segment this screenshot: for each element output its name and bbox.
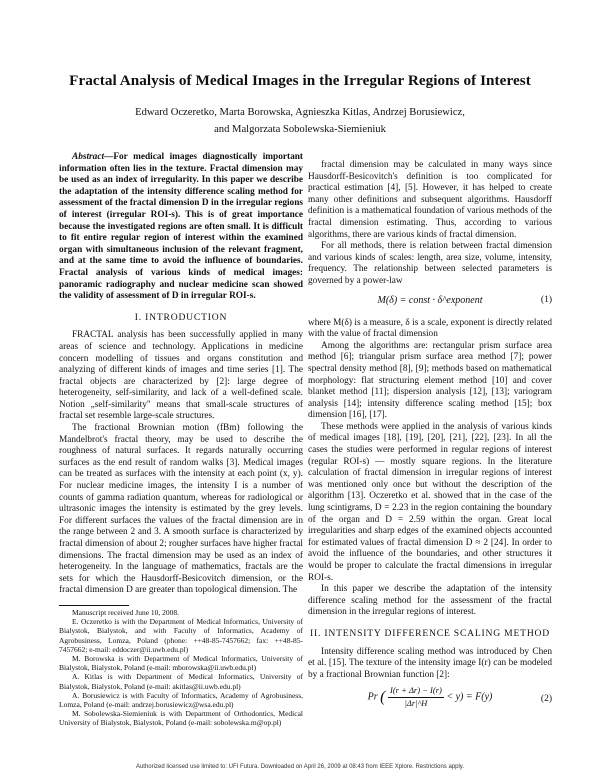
abstract-text: —For medical images diagnostically important information often lies in the texture. Fractal dimension may be used as an index of irregularity. In this paper we describe the adaptation of the intensity difference scaling method for assessment of the fractal dimension D in the irregular regions of interest (irregular ROI-s). This is of great importance because the investigated regions are often small. It is difficult to fit entire regular region of interest within the examined organ with simultaneous inclusion of the relevant fragment, and at the same time to avoid the influence of boundaries. Fractal analysis of various kinds of medical images: panoramic radiography and nuclear medicine scan showed the validity of assessment of D in irregular ROI-s.	[59, 152, 303, 302]
left-column	[59, 152, 303, 728]
paper-title: Fractal Analysis of Medical Images in the Irregular Regions of Interest	[69, 72, 531, 89]
body-paragraph-algorithms: Among the algorithms are: rectangular prism surface area method [6]; triangular prism surface area method [7]; power spectral density method [8], [9]; methods based on mathematical morphology: flat structuring element method [10] and cover blanket method [11]; dispersion analysis [12], [13]; variogram analysis [14]; intensity difference scaling method [15]; box dimension [16], [17].	[308, 340, 552, 421]
equation-2-body: Pr ( $\frac{I(r + \Delta r) - I(r)}{|\Delta r|\^{}H}$ < y) = F(y)	[367, 685, 493, 708]
author-list	[0, 104, 600, 138]
equation-2-suffix: < y) = F(y)	[446, 691, 493, 703]
equation-2	[308, 683, 552, 719]
body-paragraph-applications: These methods were applied in the analysis of various kinds of medical images [18], [19], [20], [21], [22], [23]. In all the cases the studies were performed in regular regions of interest (regular ROI-s) — mostly square regions. In the literature calculation of fractal dimension in irregular regions of interest was mentioned only once but without the description of the algorithm [13]. Oczeretko et al. showed that in the case of the lung scintigrams, D = 2.23 in the region containing the boundary of the organ and D = 2.59 within the organ. Great local irregularities and sharp edges of the examined objects accounted for estimated values of fractal dimension D ≈ 2 [24]. In order to avoid the influence of the boundaries, and other structures it would be proper to calculate the fractal dimensions in irregular ROI-s.	[308, 421, 552, 583]
body-paragraph-fractal-dimension: fractal dimension may be calculated in many ways since Hausdorff-Besicovitch's definition is too complicated for practical estimation [4], [5]. However, it has helped to create many other definitions and subsequent algorithms. Hausdorff definition is a mathematical foundation of various methods of the fractal dimension estimating. Thus, according to various algorithms, there are various kinds of fractal dimension.	[308, 160, 552, 240]
body-paragraph-this-paper: In this paper we describe the adaptation of the intensity difference scaling method for the assessment of the fractal dimension in the irregular regions of interest.	[308, 584, 552, 618]
authors-line-1: Edward Oczeretko, Marta Borowska, Agnieszka Kitlas, Andrzej Borusiewicz,	[135, 107, 465, 118]
equation-2-fraction	[388, 685, 444, 709]
footnote-kitlas: A. Kitlas is with Department of Medical Informatics, University of Bialystok, Bialystok, Poland (e-mail: akitlas@ii.uwb.edu.pl)	[59, 672, 303, 691]
equation-2-prefix: Pr	[367, 691, 378, 703]
abstract-lead: Abstract	[72, 152, 105, 162]
section-heading-introduction: I. INTRODUCTION	[134, 311, 228, 323]
equation-2-numerator: I(r + Δr) − I(r)	[388, 685, 444, 698]
equation-1-body: M(δ) = const · δ^exponent	[377, 294, 483, 306]
footnote-oczeretko: E. Oczeretko is with the Department of Medical Informatics, University of Bialystok, Bialystok, and with Faculty of Informatics, Academy of Agrobusiness, Lomza, Poland (phone: ++48-85-7457662; fax: ++48-85-7457662; e-mail: eddoczer@ii.uwb.edu.pl)	[59, 617, 303, 654]
right-column	[308, 160, 552, 723]
section-heading-intensity-difference: II. INTENSITY DIFFERENCE SCALING METHOD	[309, 627, 551, 639]
body-paragraph-power-law: For all methods, there is relation between fractal dimension and various kinds of scales: length, area size, volume, intensity, frequency. The relationship between selected parameters is governed by a power-law	[308, 241, 552, 286]
body-paragraph-measure: where M(δ) is a measure, δ is a scale, exponent is directly related with the value of fractal dimension	[308, 317, 552, 340]
footnote-received: Manuscript received June 10, 2008.	[72, 607, 180, 617]
footnote-sobolewska: M. Sobolewska-Siemieniuk is with Department of Orthodontics, Medical University of Bialystok, Bialystok, Poland (e-mail: sobolewska.m@op.pl)	[59, 709, 303, 728]
intro-paragraph-2: The fractional Brownian motion (fBm) following the Mandelbrot's fractal theory, may be used to describe the roughness of natural surfaces. It regards naturally occurring surfaces as the end result of random walks [3]. Medical images can be treated as surfaces with the intensity at each point (x, y). For nuclear medicine images, the intensity I is a number of counts of gamma radiation quantum, whereas for radiological or ultrasonic images the intensity is estimated by the grey levels. For different surfaces the values of the fractal dimension are in the range between 2 and 3. A smooth surface is characterized by fractal dimension of about 2; rougher surfaces have higher fractal dimensions. The fractal dimension may be used as an index of heterogeneity. In the language of mathematics, fractals are the sets for which the Hausdorff-Besicovitch dimension, or the fractal dimension D are greater than topological dimension. The	[59, 423, 303, 596]
ieee-license-footer: Authorized licensed use limited to: UFI Futura. Downloaded on April 26, 2009 at 08:43 from IEEE Xplore. Restrictions apply.	[135, 764, 465, 770]
footnote-borowska: M. Borowska is with Department of Medical Informatics, University of Bialystok, Bialystok, Poland (e-mail: mborowska@ii.uwb.edu.pl)	[59, 653, 303, 673]
equation-2-number: (2)	[540, 694, 552, 705]
equation-1-number: (1)	[540, 294, 552, 305]
authors-line-2: and Malgorzata Sobolewska-Siemieniuk	[214, 124, 386, 135]
equation-2-denominator: |Δr|^H	[404, 697, 428, 708]
footnote-borusiewicz: A. Borusiewicz is with Faculty of Informatics, Academy of Agrobusiness, Lomza, Poland (e-mail: andrzej.borusiewicz@wsa.edu.pl)	[59, 690, 303, 709]
body-paragraph-chen: Intensity difference scaling method was introduced by Chen et al. [15]. The texture of the intensity image I(r) can be modeled by a fractional Brownian function [2]:	[308, 646, 552, 680]
footnote-rule	[59, 605, 129, 606]
intro-paragraph-1: FRACTAL analysis has been successfully applied in many areas of science and technology. Applications in medicine concern modelling of tissues and organs constitution and analyzing of different kinds of images and time series [1]. The fractal objects are characterized by [2]: large degree of heterogeneity, self-similarity, and lack of a well-defined scale. Notion „self-similarity" means that small-scale structures of fractal set resemble large-scale structures.	[59, 330, 303, 422]
abstract	[59, 152, 303, 303]
equation-1	[308, 290, 552, 314]
